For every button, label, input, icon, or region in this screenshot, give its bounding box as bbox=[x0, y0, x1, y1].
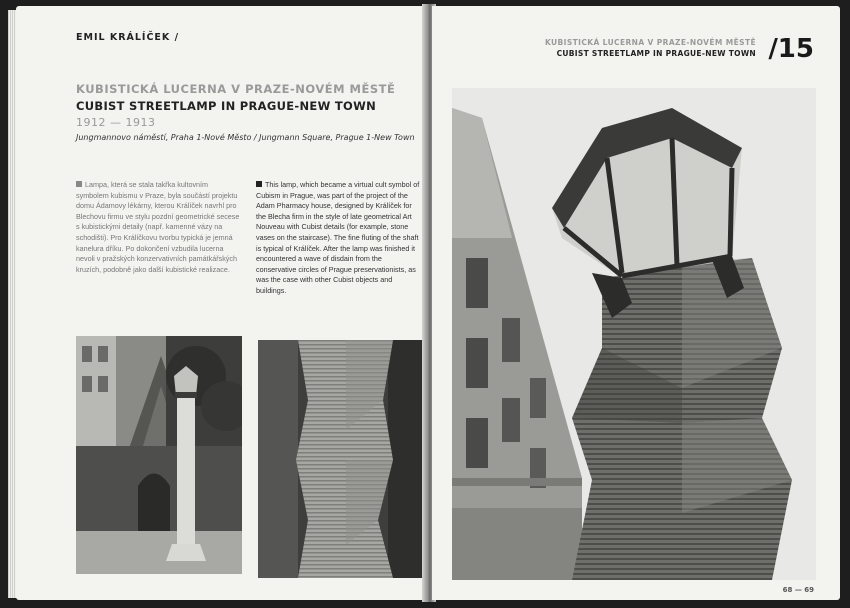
square-bullet-icon bbox=[256, 181, 262, 187]
photo-streetlamp-square bbox=[76, 336, 242, 574]
photo-streetlamp-square-image bbox=[76, 336, 242, 574]
open-book bbox=[8, 4, 842, 602]
photo-lamp-closeup bbox=[452, 88, 816, 580]
photo-lamp-closeup-image bbox=[452, 88, 816, 580]
text-column-english bbox=[256, 180, 421, 297]
page-numbers: 68 — 69 bbox=[782, 586, 814, 594]
address: Jungmannovo náměstí, Praha 1-Nové Město / Jungmann Square, Prague 1-New Town bbox=[76, 133, 415, 142]
title-czech: KUBISTICKÁ LUCERNA V PRAZE-NOVÉM MĚSTĚ bbox=[76, 82, 396, 96]
photo-shaft-detail-image bbox=[258, 340, 424, 578]
title-english: CUBIST STREETLAMP IN PRAGUE-NEW TOWN bbox=[76, 99, 376, 113]
photo-shaft-detail bbox=[258, 340, 424, 578]
years: 1912 — 1913 bbox=[76, 116, 156, 129]
text-czech: Lampa, která se stala takřka kultovním symbolem kubismu v Praze, byla součástí projektu domu Ádamovy lékárny, kterou Králíček navrhl pro Blechovu firmu ve stylu pozdní geometrické secese s kubistickými detaily (např. kamenné vázy na schodišti). Pro Králíčkovu tvorbu typická je jemná kanelura dříku. Po dokončení vzbudila lucerna nevoli v pražských konzervativních památkářských kruzích, podobně jako další kubistické realizace. bbox=[76, 180, 240, 274]
text-english: This lamp, which became a virtual cult symbol of Cubism in Prague, was part of the project of the Adam Pharmacy house, designed by Králíček for the Blecha firm in the style of late geometrical Art Nouveau with Cubist details (for example, stone vases on the staircase). The fine fluting of the shaft is typical of Králíček. After the lamp was finished it encountered a wave of disdain from the conservative circles of Prague preservationists, as was the case with other Cubist objects and buildings. bbox=[256, 180, 420, 295]
author-name: EMIL KRÁLÍČEK / bbox=[76, 32, 180, 43]
text-column-czech bbox=[76, 180, 241, 275]
left-page bbox=[16, 6, 426, 600]
square-bullet-icon bbox=[76, 181, 82, 187]
running-head-czech: KUBISTICKÁ LUCERNA V PRAZE-NOVÉM MĚSTĚ bbox=[544, 38, 756, 47]
entry-number: /15 bbox=[768, 34, 814, 64]
running-head-english: CUBIST STREETLAMP IN PRAGUE-NEW TOWN bbox=[556, 49, 756, 58]
right-page bbox=[432, 6, 840, 600]
